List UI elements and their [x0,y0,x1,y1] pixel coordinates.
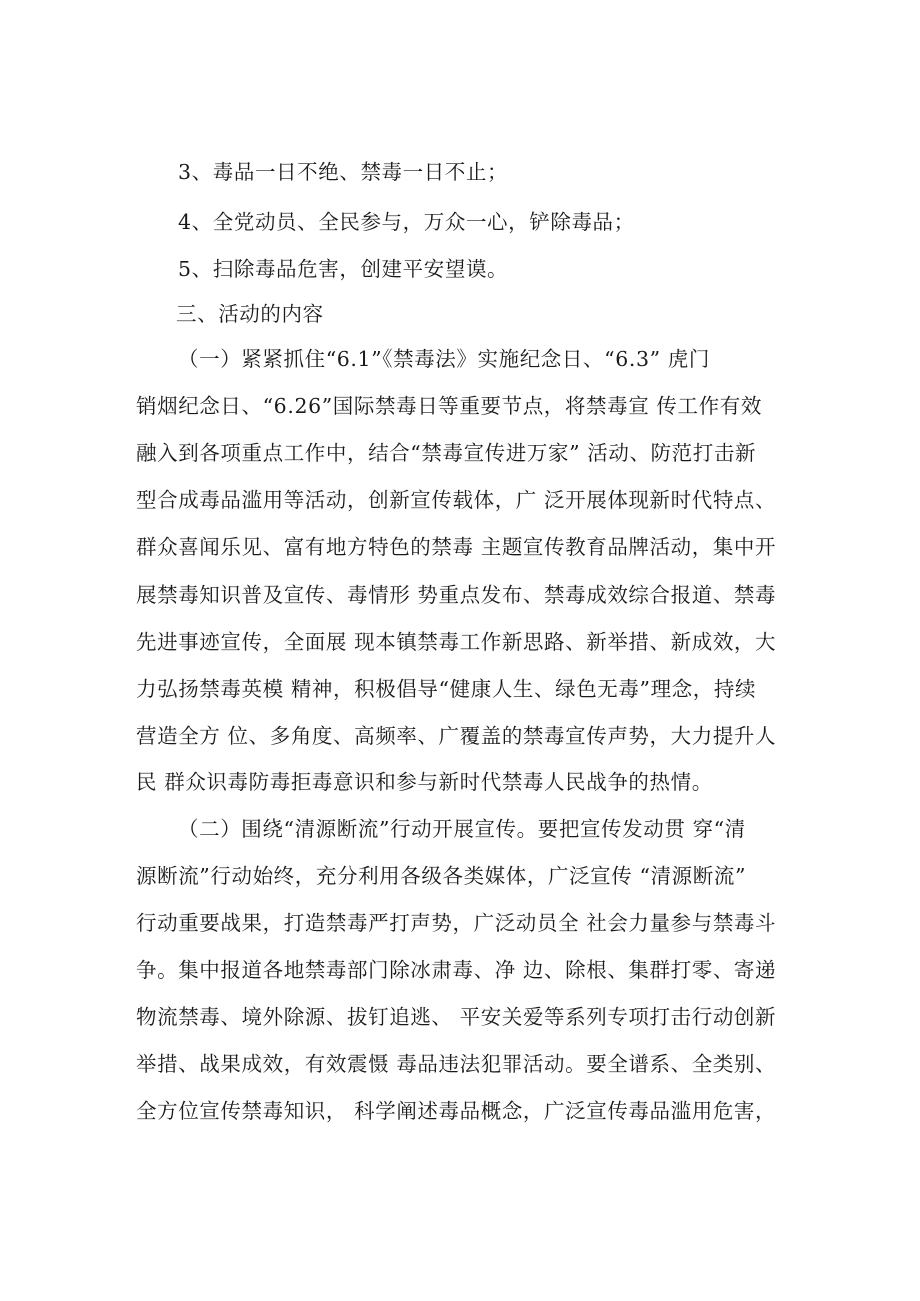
paragraph-2-line: 物流禁毒、境外除源、拔钉追逃、 平安关爱等系列专项打击行动创新 [136,1005,777,1029]
paragraph-1-line: （一）紧紧抓住“6.1”《禁毒法》实施纪念日、“6.3” 虎门 [178,347,710,371]
paragraph-2-line: 全方位宣传禁毒知识， 科学阐述毒品概念，广泛宣传毒品滥用危害， [136,1099,777,1123]
paragraph-2-line: （二）围绕“清源断流”行动开展宣传。要把宣传发动贯 穿“清 [178,817,746,841]
paragraph-2-line: 争。集中报道各地禁毒部门除冰肃毒、净 边、除根、集群打零、寄递 [136,958,777,982]
paragraph-1-line: 群众喜闻乐见、富有地方特色的禁毒 主题宣传教育品牌活动，集中开 [136,535,777,559]
paragraph-1-line: 民 群众识毒防毒拒毒意识和参与新时代禁毒人民战争的热情。 [136,770,713,794]
list-item-4: 4、全党动员、全民参与，万众一心，铲除毒品； [178,210,635,234]
paragraph-2-line: 举措、战果成效，有效震慑 毒品违法犯罪活动。要全谱系、全类别、 [136,1052,777,1076]
list-item-5: 5、扫除毒品危害，创建平安望谟。 [178,257,509,281]
paragraph-1-line: 展禁毒知识普及宣传、毒情形 势重点发布、禁毒成效综合报道、禁毒 [136,583,777,607]
paragraph-1-line: 融入到各项重点工作中，结合“禁毒宣传进万家” 活动、防范打击新 [136,441,757,465]
paragraph-2-line: 行动重要战果，打造禁毒严打声势，广泛动员全 社会力量参与禁毒斗 [136,911,777,935]
paragraph-1-line: 型合成毒品滥用等活动，创新宣传载体，广 泛开展体现新时代特点、 [136,488,777,512]
list-item-3: 3、毒品一日不绝、禁毒一日不止； [178,160,509,184]
paragraph-2-line: 源断流”行动始终，充分利用各级各类媒体，广泛宣传 “清源断流” [136,864,747,888]
paragraph-1-line: 销烟纪念日、“6.26”国际禁毒日等重要节点，将禁毒宣 传工作有效 [136,394,762,418]
paragraph-1-line: 营造全方 位、多角度、高频率、广覆盖的禁毒宣传声势，大力提升人 [136,724,777,748]
paragraph-1-line: 力弘扬禁毒英模 精神，积极倡导“健康人生、绿色无毒”理念，持续 [136,677,757,701]
section-heading: 三、活动的内容 [176,302,324,326]
paragraph-1-line: 先进事迹宣传，全面展 现本镇禁毒工作新思路、新举措、新成效，大 [136,630,777,654]
